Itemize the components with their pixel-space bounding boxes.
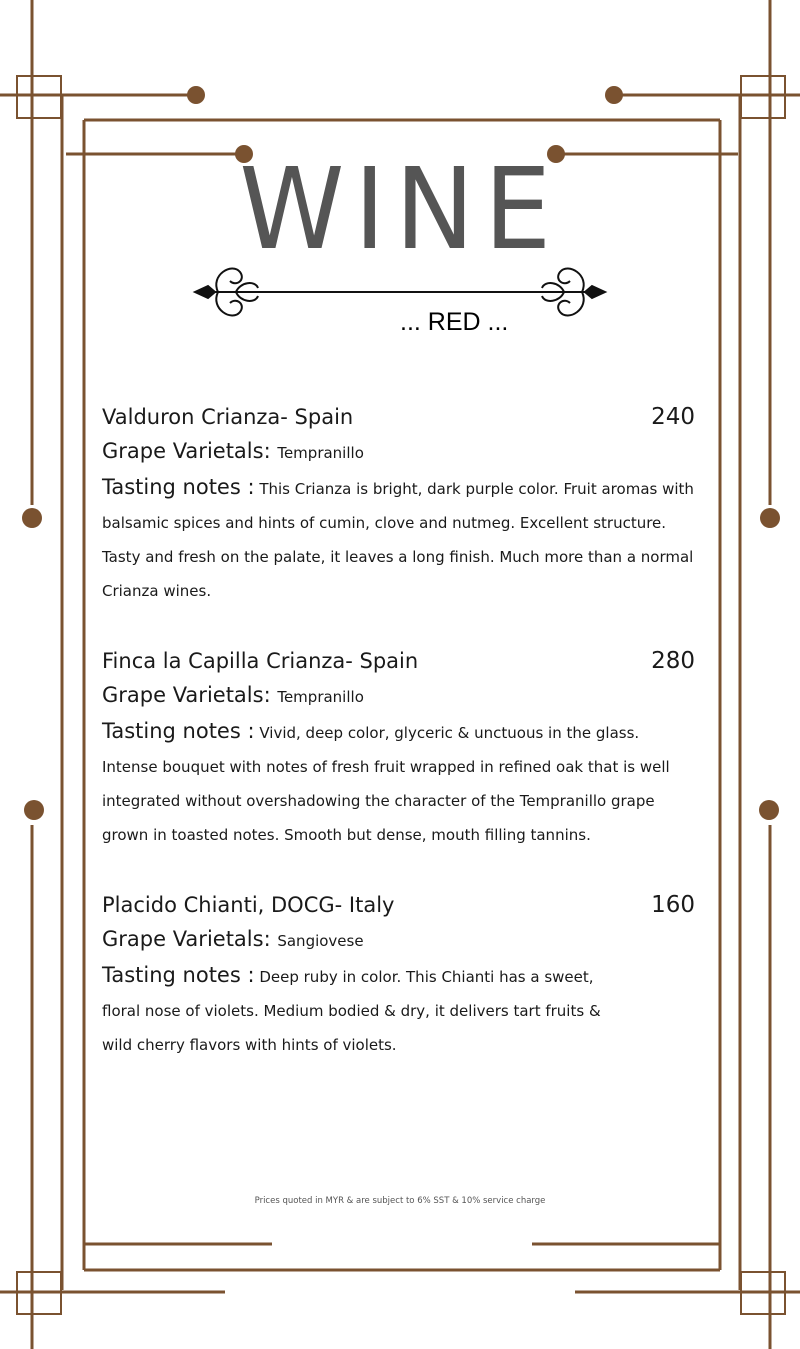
- menu-subtitle: ... RED ...: [400, 308, 509, 336]
- wine-name: Placido Chianti, DOCG- Italy: [102, 893, 395, 917]
- wine-price: 280: [651, 648, 695, 674]
- grape-label: Grape Varietals:: [102, 927, 271, 951]
- tasting-notes: [102, 470, 695, 608]
- notes-text: This Crianza is bright, dark purple color. Fruit aromas with balsamic spices and hints of cumin, clove and nutmeg. Excellent structure. Tasty and fresh on the palate, it leaves a long finish. Much more than a normal Crianza wines.: [102, 480, 694, 600]
- grape-varietals: [102, 434, 695, 470]
- wine-name: Valduron Crianza- Spain: [102, 405, 354, 429]
- grape-varietals: [102, 678, 695, 714]
- price-footnote: Prices quoted in MYR & are subject to 6% SST & 10% service charge: [254, 1196, 546, 1206]
- wine-price: 160: [651, 892, 695, 918]
- notes-text: Vivid, deep color, glyceric & unctuous in the glass. Intense bouquet with notes of fresh fruit wrapped in refined oak that is well integrated without overshadowing the character of the Tempranillo grape grown in toasted notes. Smooth but dense, mouth filling tannins.: [102, 724, 670, 844]
- tasting-notes: [102, 958, 622, 1062]
- notes-text: Deep ruby in color. This Chianti has a sweet, floral nose of violets. Medium bodied & dry, it delivers tart fruits & wild cherry flavors with hints of violets.: [102, 968, 601, 1054]
- wine-item: [102, 400, 695, 608]
- wine-item: [102, 888, 695, 1062]
- tasting-notes: [102, 714, 695, 852]
- grape-value: Tempranillo: [277, 688, 364, 706]
- grape-label: Grape Varietals:: [102, 683, 271, 707]
- notes-label: Tasting notes :: [102, 963, 255, 987]
- grape-value: Sangiovese: [277, 932, 364, 950]
- grape-label: Grape Varietals:: [102, 439, 271, 463]
- notes-label: Tasting notes :: [102, 719, 255, 743]
- wine-price: 240: [651, 404, 695, 430]
- wine-name: Finca la Capilla Crianza- Spain: [102, 649, 419, 673]
- wine-list: [102, 400, 695, 1098]
- wine-item: [102, 644, 695, 852]
- menu-title: WINE: [239, 145, 561, 275]
- grape-varietals: [102, 922, 695, 958]
- notes-label: Tasting notes :: [102, 475, 255, 499]
- grape-value: Tempranillo: [277, 444, 364, 462]
